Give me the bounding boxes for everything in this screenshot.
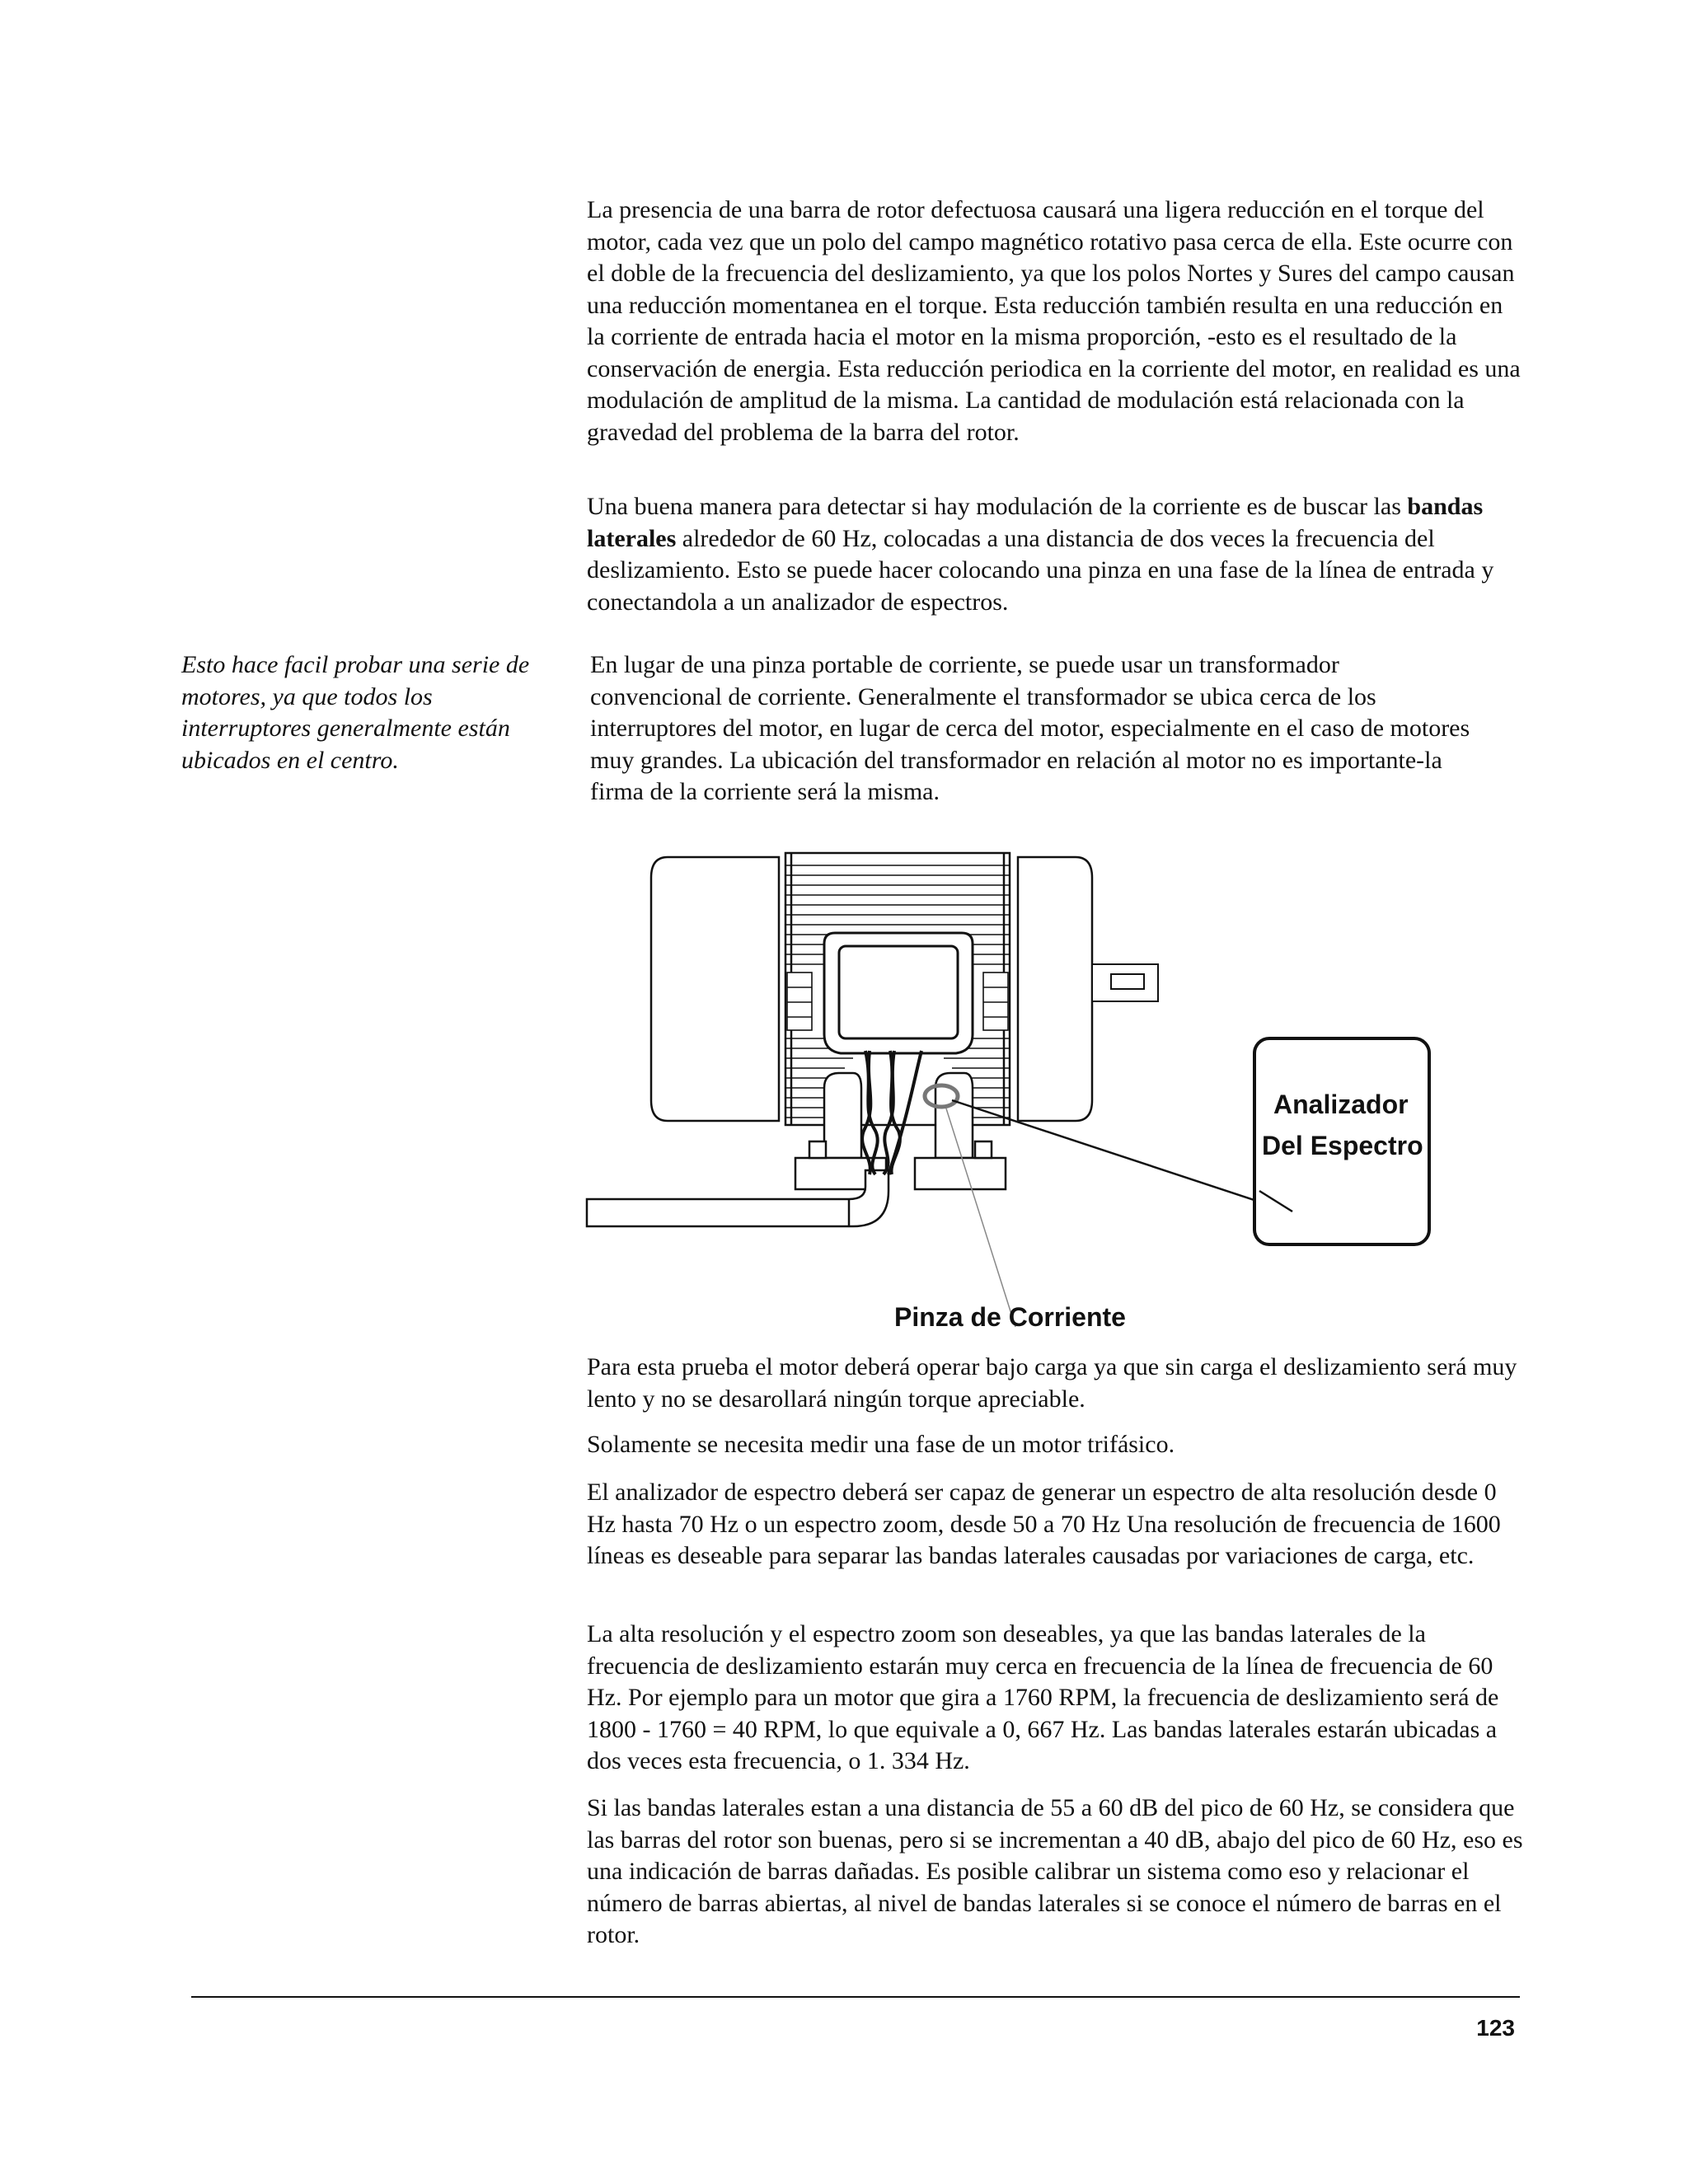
footer-rule (191, 1996, 1520, 1998)
paragraph-rotor-bar: La presencia de una barra de rotor defectuosa causará una ligera reducción en el torque del motor, cada vez que un polo del campo magnético rotativo pasa cerca de ella. Este ocurre con el doble de la frecuencia del deslizamiento, ya que los polos Nortes y Sures del campo causan una reducción momentanea en el torque. Esta reducción también resulta en una reducción en la corriente de entrada hacia el motor en la misma proporción, -esto es el resultado de la conservación de energia. Esta reducción periodica en la corriente del motor, en realidad es una modulación de amplitud de la misma. La cantidad de modulación está relacionada con la gravedad del problema de la barra del rotor. (587, 196, 1521, 446)
paragraph-sidebands-start: Una buena manera para detectar si hay modulación de la corriente es de buscar las (587, 493, 1408, 520)
paragraph-zoom: La alta resolución y el espectro zoom son deseables, ya que las bandas laterales de la frecuencia de deslizamiento estarán muy cerca en frecuencia de la línea de frecuencia de 60 Hz. Por ejemplo para un motor que gira a 1760 RPM, la frecuencia de deslizamiento será de 1800 - 1760 = 40 RPM, lo que equivale a 0, 667 Hz. Las bandas laterales estarán ubicadas a dos veces esta frecuencia, o 1. 334 Hz. (587, 1620, 1499, 1774)
sidebands-bold-term: bandas laterales (587, 493, 1484, 552)
terminal-box (824, 933, 973, 1053)
motor-clamp-figure (577, 841, 1467, 1339)
clamp-signal-cable (952, 1100, 1294, 1213)
paragraph-sidebands-end: alrededor de 60 Hz, colocadas a una distancia de dos veces la frecuencia del deslizamiento. Esto se puede hacer colocando una pinza en una fase de la línea de entrada y conectandola a un analizador de espectros. (587, 524, 1494, 616)
analyzer-label-line1: Analizador (1273, 1090, 1409, 1119)
analyzer-label-line2: Del Espectro (1262, 1131, 1423, 1160)
side-note: Esto hace facil probar una serie de motores, ya que todos los interruptores generalmente están ubicados en el centro. (181, 651, 530, 774)
paragraph-transformer: En lugar de una pinza portable de corriente, se puede usar un transformador convencional de corriente. Generalmente el transformador se ubica cerca de los interruptores del motor, en lugar de cerca del motor, especialmente en el caso de motores muy grandes. La ubicación del transformador en relación al motor no es importante-la firma de la corriente será la misma. (590, 651, 1470, 805)
paragraph-db-levels: Si las bandas laterales estan a una distancia de 55 a 60 dB del pico de 60 Hz, se considera que las barras del rotor son buenas, pero si se incrementan a 40 dB, abajo del pico de 60 Hz, eso es una indicación de barras dañadas. Es posible calibrar un sistema como eso y relacionar el número de barras abiertas, al nivel de bandas laterales si se conoce el número de barras en el rotor. (587, 1794, 1523, 1948)
paragraph-sidebands (587, 491, 1526, 618)
paragraph-one-phase: Solamente se necesita medir una fase de un motor trifásico. (587, 1431, 1175, 1458)
paragraph-resolution: El analizador de espectro deberá ser capaz de generar un espectro de alta resolución desde 0 Hz hasta 70 Hz o un espectro zoom, desde 50 a 70 Hz Una resolución de frecuencia de 1600 líneas es deseable para separar las bandas laterales causadas por variaciones de carga, etc. (587, 1479, 1501, 1569)
clamp-label: Pinza de Corriente (894, 1302, 1126, 1332)
shaft (1092, 964, 1158, 1001)
page-number: 123 (1476, 2015, 1515, 2041)
paragraph-load: Para esta prueba el motor deberá operar bajo carga ya que sin carga el deslizamiento será muy lento y no se desarollará ningún torque apreciable. (587, 1353, 1517, 1413)
